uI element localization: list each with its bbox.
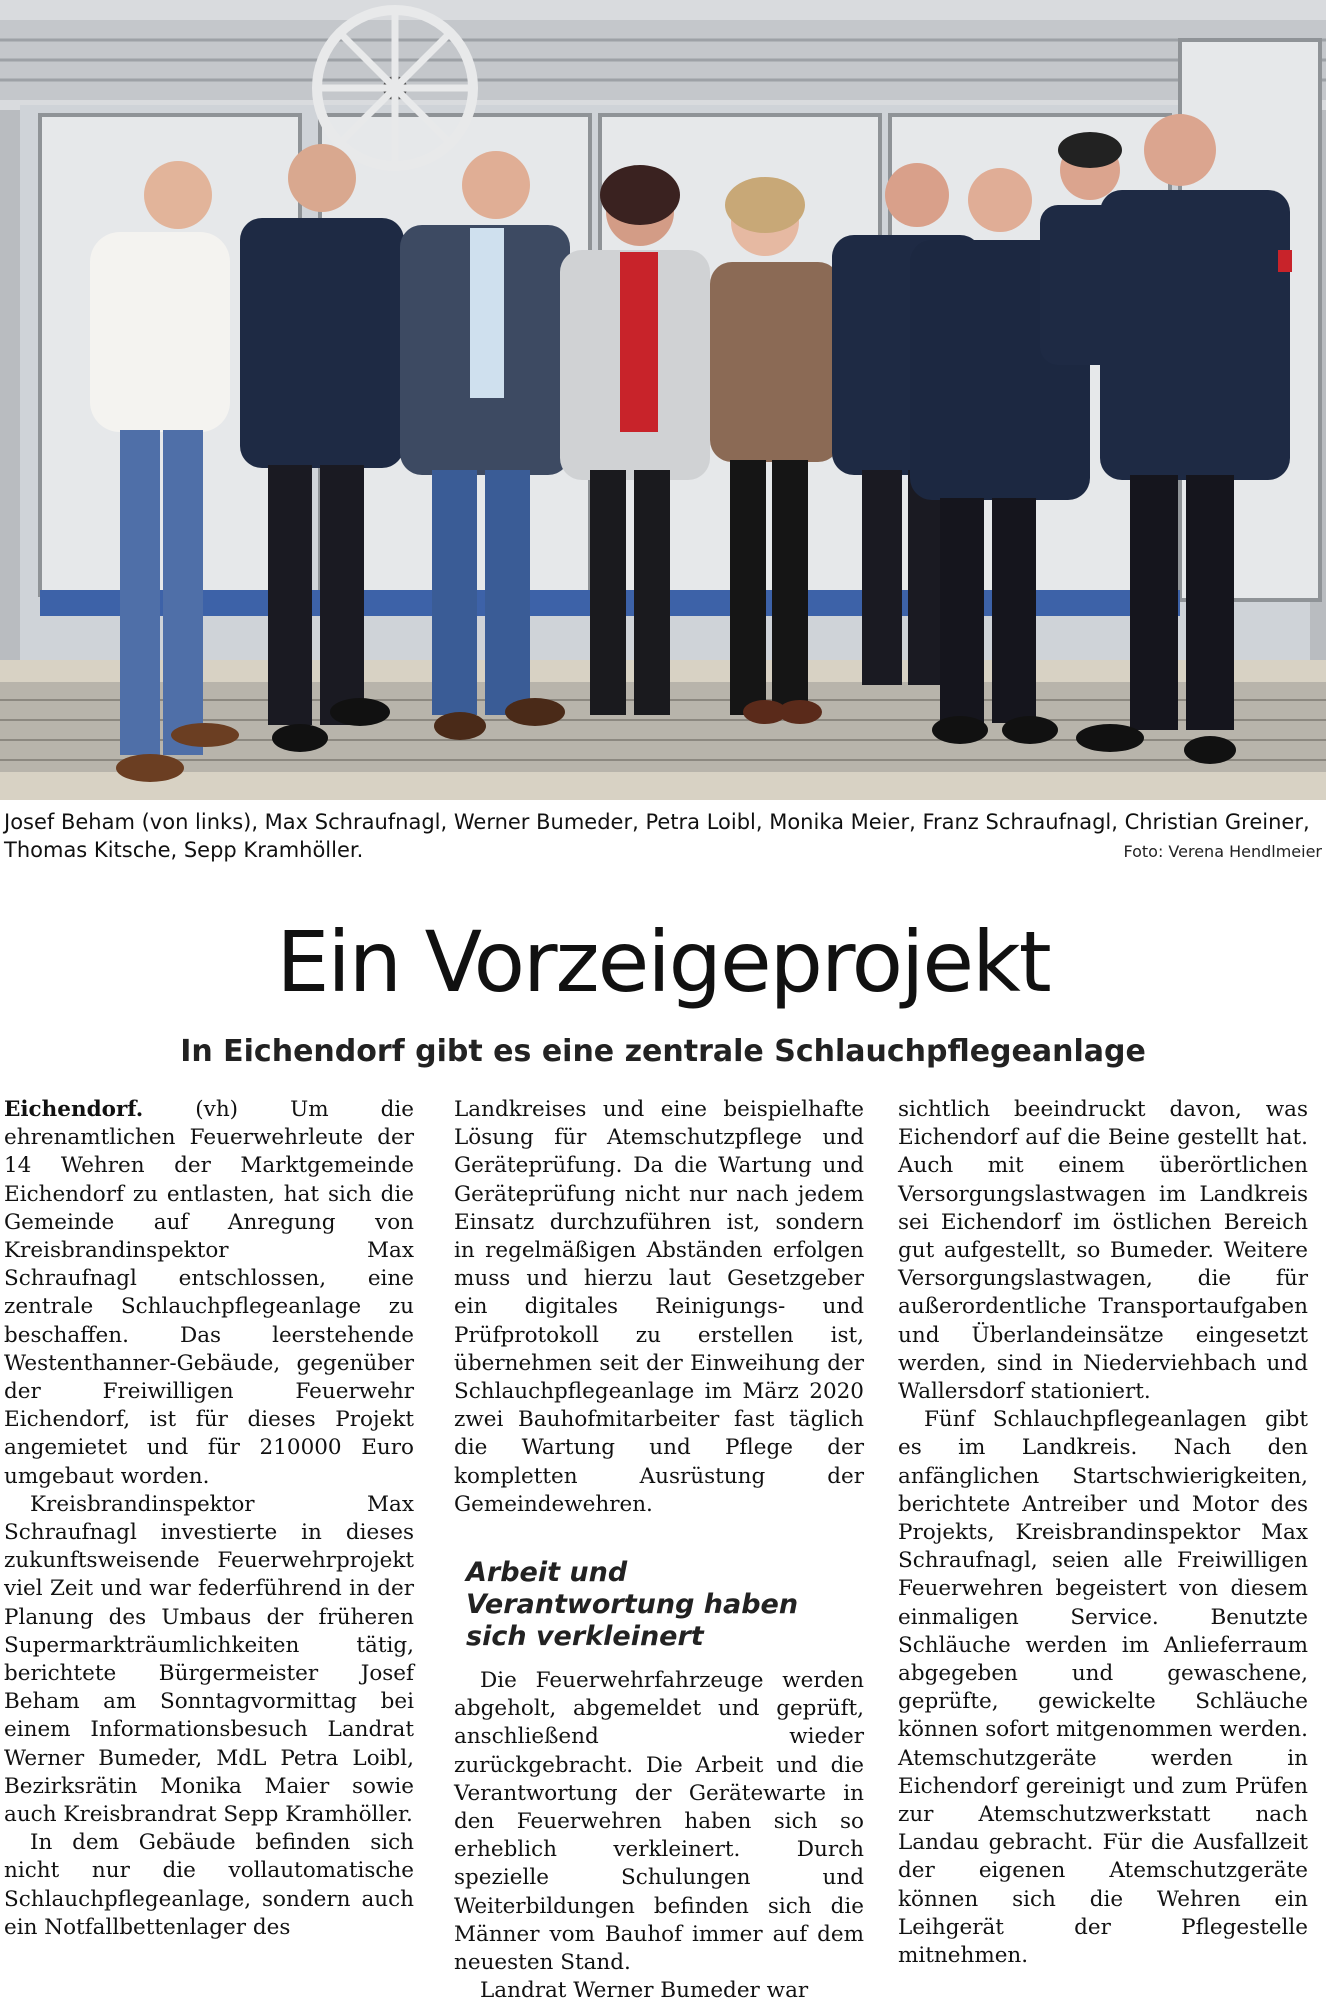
paragraph: Kreisbrandinspektor Max Schraufnagl investierte in dieses zukunftsweisende Feuerwehrprojekt viel Zeit und war federführend in der Planung des Umbaus der früheren Supermarkträumlichkeiten tätig, berichtete Bürgermeister Josef Beham am Sonntagvormittag bei einem Informationsbesuch Landrat Werner Bumeder, MdL Petra Loibl, Bezirksrätin Monika Maier sowie auch Kreisbrandrat Sepp Kramhöller. [4, 1491, 414, 1828]
paragraph: Eichendorf. (vh) Um die ehrenamtlichen Feuerwehrleute der 14 Wehren der Marktgemeinde Eichendorf zu entlasten, hat sich die Gemeinde auf Anregung von Kreisbrandinspektor Max Schraufnagl entschlossen, eine zentrale Schlauchpflegeanlage zu beschaffen. Das leerstehende Westenthanner-Gebäude, gegenüber der Freiwilligen Feuerwehr Eichendorf, ist für dieses Projekt angemietet und für 210000 Euro umgebaut worden. [4, 1097, 414, 1489]
article-column-3 [898, 1096, 1308, 1970]
group-photo-illustration [0, 0, 1326, 800]
group-photo [0, 0, 1326, 800]
paragraph: sichtlich beeindruckt davon, was Eichendorf auf die Beine gestellt hat. Auch mit einem überörtlichen Versorgungslastwagen im Landkreis sei Eichendorf im östlichen Bereich gut aufgestellt, so Bumeder. Weitere Versorgungslastwagen, die für außerordentliche Transportaufgaben und Überlandeinsätze eingesetzt werden, sind in Niederviehbach und Wallersdorf stationiert. [898, 1097, 1308, 1405]
article-column-1 [4, 1096, 414, 1942]
paragraph: Fünf Schlauchpflegeanlagen gibt es im Landkreis. Nach den anfänglichen Startschwierigkeiten, berichtete Antreiber und Motor des Projekts, Kreisbrandinspektor Max Schraufnagl, seien alle Freiwilligen Feuerwehren begeistert von diesem einmaligen Service. Benutzte Schläuche werden im Anlieferraum abgegeben und gewaschene, geprüfte, gewickelte Schläuche können sofort mitgenommen werden. Atemschutzgeräte werden in Eichendorf gereinigt und zum Prüfen zur Atemschutzwerkstatt nach Landau gebracht. Für die Ausfallzeit der eigenen Atemschutzgeräte können sich die Wehren ein Leihgerät der Pflegestelle mitnehmen. [898, 1407, 1308, 1969]
paragraph: Landrat Werner Bumeder war [480, 1978, 809, 2004]
dateline: Eichendorf. [4, 1097, 144, 1122]
paragraph: Landkreises und eine beispielhafte Lösung für Atemschutzpflege und Geräteprüfung. Da die Wartung und Geräteprüfung nicht nur nach jedem Einsatz durchzuführen ist, sondern in regelmäßigen Abständen erfolgen muss und hierzu laut Gesetzgeber ein digitales Reinigungs- und Prüfprotokoll zu erstellen ist, übernehmen seit der Einweihung der Schlauchpflegeanlage im März 2020 zwei Bauhofmitarbeiter fast täglich die Wartung und Pflege der kompletten Ausrüstung der Gemeindewehren. [454, 1097, 864, 1517]
paragraph: In dem Gebäude befinden sich nicht nur die vollautomatische Schlauchpflegeanlage, sondern auch ein Notfallbettenlager des [4, 1830, 414, 1940]
article-headline: Ein Vorzeigeprojekt [276, 913, 1050, 1011]
caption-text: Josef Beham (von links), Max Schraufnagl, Werner Bumeder, Petra Loibl, Monika Meier, Franz Schraufnagl, Christian Greiner, Thomas Kitsche, Sepp Kramhöller. [4, 810, 1310, 862]
article-subheadline: In Eichendorf gibt es eine zentrale Schlauchpflegeanlage [180, 1034, 1146, 1069]
intertitle: Arbeit und Verantwortung haben sich verkleinert [466, 1557, 799, 1653]
paragraph: Die Feuerwehrfahrzeuge werden abgeholt, abgemeldet und geprüft, anschließend wieder zurückgebracht. Die Arbeit und die Verantwortung der Gerätewarte in den Feuerwehren haben sich so erheblich verkleinert. Durch spezielle Schulungen und Weiterbildungen befinden sich die Männer vom Bauhof immer auf dem neuesten Stand. [454, 1668, 864, 1976]
photo-credit: Foto: Verena Hendlmeier [1123, 842, 1322, 861]
article-column-2 [454, 1096, 864, 2005]
